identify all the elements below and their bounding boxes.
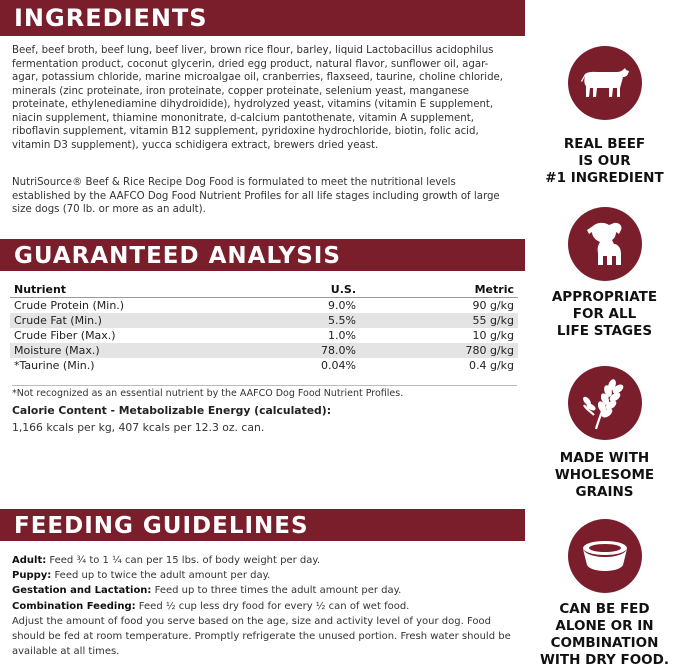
column-header-us: U.S.: [232, 281, 360, 298]
feature-text: [530, 289, 679, 340]
calorie-title: Calorie Content - Metabolizable Energy (calculated):: [12, 404, 332, 417]
feeding-gestation: [12, 583, 517, 598]
bowl-icon: [580, 539, 630, 573]
feature-line: REAL BEEF: [563, 136, 646, 152]
feature-line: GRAINS: [575, 484, 634, 500]
feature-line: WHOLESOME: [554, 467, 655, 483]
analysis-table: [10, 281, 518, 373]
metric-value-cell: 780 g/kg: [360, 343, 518, 358]
metric-value-cell: 55 g/kg: [360, 313, 518, 328]
feature-text: [530, 450, 679, 501]
feature-life-stages: [530, 207, 679, 340]
ingredients-list: Beef, beef broth, beef lung, beef liver, brown rice flour, barley, liquid Lactobacillus acidophilus fermentation product, coconut glycerin, dried egg product, natural flavor, sunflower oil, agar-agar, potassium chloride, marine microalgae oil, cranberries, flaxseed, taurine, choline chloride, minerals (zinc proteinate, iron proteinate, copper proteinate, selenium yeast, manganese proteinate, ethylenediamine dihydroidide), hydrolyzed yeast, vitamins (vitamin E supplement, niacin supplement, thiamine mononitrate, d-calcium pantothenate, vitamin A supplement, riboflavin supplement, vitamin B12 supplement, pyridoxine hydrochloride, biotin, folic acid, vitamin D3 supplement), yucca schidigera extract, brewers dried yeast.: [12, 45, 504, 151]
feeding-adult: [12, 553, 517, 568]
analysis-heading: GUARANTEED ANALYSIS: [0, 239, 525, 271]
gestation-text: Feed up to three times the adult amount per day.: [151, 585, 402, 597]
combo-text: Feed ½ cup less dry food for every ½ can of wet food.: [135, 600, 410, 612]
aafco-statement: NutriSource® Beef & Rice Recipe Dog Food is formulated to meet the nutritional levels established by the AAFCO Dog Food Nutrient Profiles for all life stages including growth of large size dogs (70 lb. or more as an adult).: [12, 177, 500, 215]
table-row: [10, 313, 518, 328]
us-value-cell: 0.04%: [321, 359, 356, 372]
feeding-adjust: Adjust the amount of food you serve based on the age, size and activity level of your dog. Food should be fed at room temperature. Promptly refrigerate the unused portion. Fresh water should be available at all times.: [12, 615, 511, 658]
adult-text: Feed ¾ to 1 ¼ can per 15 lbs. of body weight per day.: [46, 555, 321, 566]
nutrient-cell: Crude Protein (Min.): [14, 299, 125, 312]
column-header-metric: Metric: [360, 281, 518, 298]
us-value-cell: 9.0%: [328, 299, 356, 312]
us-value-cell: 78.0%: [232, 343, 360, 358]
feature-combination: [530, 519, 679, 669]
feature-line: IS OUR: [578, 153, 631, 169]
ingredients-heading: INGREDIENTS: [0, 0, 525, 36]
feature-real-beef: [530, 46, 679, 187]
feature-grains: [530, 366, 679, 501]
nutrient-cell: Crude Fat (Min.): [10, 313, 232, 328]
wheat-icon: [582, 375, 628, 431]
adult-label: Adult:: [12, 555, 47, 566]
feature-line: LIFE STAGES: [556, 323, 653, 339]
feeding-heading: FEEDING GUIDELINES: [0, 509, 525, 541]
feature-text: [530, 601, 679, 669]
us-value-cell: 1.0%: [328, 329, 356, 342]
feature-circle: [568, 207, 642, 281]
table-row: [10, 298, 518, 314]
table-header-row: [10, 281, 518, 298]
feature-circle: [568, 366, 642, 440]
column-header-nutrient: Nutrient: [10, 281, 232, 298]
table-row: [10, 343, 518, 358]
combo-label: Combination Feeding:: [12, 600, 136, 612]
feature-line: CAN BE FED: [559, 601, 650, 617]
nutrient-cell: *Taurine (Min.): [14, 359, 95, 372]
table-row: [10, 358, 518, 373]
us-value-cell: 5.5%: [232, 313, 360, 328]
feature-line: COMBINATION: [550, 635, 659, 651]
feature-circle: [568, 519, 642, 593]
feature-line: WITH DRY FOOD.: [540, 652, 669, 668]
taurine-footnote: *Not recognized as an essential nutrient by the AAFCO Dog Food Nutrient Profiles.: [12, 385, 517, 399]
feature-line: APPROPRIATE: [551, 289, 658, 305]
calorie-text: 1,166 kcals per kg, 407 kcals per 12.3 oz. can.: [12, 421, 265, 434]
metric-value-cell: 10 g/kg: [472, 329, 514, 342]
nutrient-cell: Crude Fiber (Max.): [14, 329, 116, 342]
metric-value-cell: 90 g/kg: [472, 299, 514, 312]
feature-line: MADE WITH: [559, 450, 650, 466]
feeding-guidelines: [12, 553, 517, 659]
nutrient-cell: Moisture (Max.): [10, 343, 232, 358]
table-row: [10, 328, 518, 343]
puppy-icon: [583, 220, 627, 268]
metric-value-cell: 0.4 g/kg: [468, 359, 514, 372]
feeding-combination: [12, 599, 517, 614]
puppy-label: Puppy:: [12, 570, 52, 582]
gestation-label: Gestation and Lactation:: [12, 585, 152, 597]
cow-icon: [579, 66, 631, 100]
feature-circle: [568, 46, 642, 120]
puppy-text: Feed up to twice the adult amount per day.: [51, 570, 271, 582]
feature-line: ALONE OR IN: [555, 618, 654, 634]
feature-line: FOR ALL: [572, 306, 637, 322]
feature-text: [530, 136, 679, 187]
feeding-puppy: [12, 568, 517, 583]
feature-line: #1 INGREDIENT: [545, 170, 664, 186]
